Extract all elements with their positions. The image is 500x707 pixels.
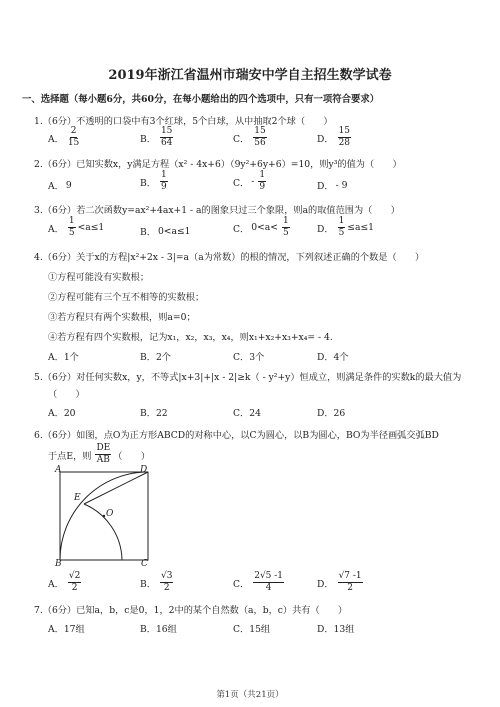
question-1-stem: 1.（6分）不透明的口袋中有3个红球，5个白球，从中抽取2个球（ ） (34, 116, 333, 127)
option-label: C． (233, 578, 250, 590)
q4-statement-1: ①方程可能没有实数根； (48, 272, 150, 283)
denominator: 56 (254, 138, 266, 148)
q3-option-a (48, 217, 104, 238)
denominator: 2 (163, 583, 170, 593)
q4-statement-2: ②方程可能有三个互不相等的实数根； (48, 292, 205, 303)
q3-option-b (140, 224, 191, 238)
option-text: 9 (65, 179, 72, 191)
minus-sign: - (251, 176, 255, 187)
section-heading: 一、选择题（每小题6分，共60分，在每小题给出的四个选项中，只有一项符合要求） (22, 94, 380, 105)
question-2-stem: 2.（6分）已知实数x，y满足方程（x² - 4x+6）（9y²+6y+6）=10，则y³的值为（ ） (34, 159, 402, 170)
q2-option-a (48, 178, 72, 192)
denominator: 5 (68, 228, 75, 238)
segment-de (84, 472, 148, 504)
stem-text: （ ） (113, 450, 151, 462)
vertex-b-label: B (55, 559, 62, 569)
vertex-a-label: A (55, 465, 62, 475)
q6-option-c (233, 572, 284, 593)
option-label: A． (48, 133, 64, 145)
denominator: 28 (338, 138, 351, 148)
denominator: 9 (160, 182, 167, 192)
q5-option-a: A．20 (48, 408, 76, 419)
q4-statement-3: ③若方程只有两个实数根，则a=0； (48, 312, 196, 323)
page-footer: 第1页（共21页） (216, 690, 284, 700)
numerator: 1 (160, 170, 167, 180)
numerator: 1 (338, 216, 345, 226)
q3-option-c (233, 217, 290, 238)
q6-option-a (48, 572, 81, 593)
q7-option-d: D．13组 (317, 624, 355, 635)
q4-option-b: B．2个 (140, 352, 171, 363)
denominator: AB (96, 455, 110, 465)
option-label: D． (317, 181, 334, 192)
option-label: A． (48, 223, 64, 235)
numerator: 1 (259, 170, 266, 180)
q1-option-c (233, 127, 267, 148)
denominator: 2 (347, 583, 353, 593)
q3-option-d (317, 217, 374, 238)
option-text: <a≤1 (77, 222, 105, 233)
stem-text: 于点E，则 (48, 450, 92, 462)
option-text: 0<a≤1 (157, 225, 191, 237)
arc-bo (84, 504, 122, 560)
denominator: 4 (265, 583, 272, 593)
q5-option-c: C．24 (233, 408, 261, 419)
question-3-stem: 3.（6分）若二次函数y=ax²+4ax+1 - a的图象只过三个象限，则a的取值范围为（ ） (34, 205, 400, 216)
option-label: A． (48, 578, 64, 590)
vertex-d-label: D (140, 465, 148, 475)
option-label: C． (233, 133, 250, 145)
option-label: B． (140, 578, 156, 590)
numerator: 15 (160, 126, 173, 136)
q2-option-d (317, 178, 347, 192)
option-label: B． (140, 133, 156, 145)
numerator: 1 (282, 216, 289, 226)
option-label: B． (140, 177, 156, 189)
q7-option-c: C．15组 (233, 624, 271, 635)
numerator: 2√5 -1 (254, 571, 284, 581)
option-text: 0<a< (251, 222, 278, 233)
option-label: D． (317, 223, 334, 235)
option-label: D． (317, 578, 334, 590)
numerator: 2 (70, 126, 77, 136)
point-e-label: E (74, 493, 81, 503)
option-label: B． (140, 227, 156, 238)
denominator: 64 (160, 138, 173, 148)
option-text: ≤a≤1 (347, 222, 375, 233)
question-5-stem-cont: （ ） (48, 389, 85, 400)
q6-option-b (140, 572, 173, 593)
vertex-c-label: C (141, 559, 148, 569)
denominator: 9 (259, 182, 266, 192)
question-4-stem: 4.（6分）关于x的方程|x²+2x - 3|=a（a为常数）的根的情况，下列叙述正确的个数是（ ） (34, 252, 425, 263)
q5-option-b: B．22 (140, 408, 168, 419)
q1-option-a (48, 127, 79, 148)
q7-option-b: B．16组 (140, 624, 177, 635)
numerator: √7 -1 (338, 571, 362, 581)
option-text: - 9 (335, 179, 348, 191)
numerator: 15 (338, 126, 351, 136)
option-label: A． (48, 181, 64, 192)
page-title: 2019年浙江省温州市瑞安中学自主招生数学试卷 (108, 68, 392, 83)
numerator: 1 (68, 216, 75, 226)
numerator: √2 (68, 571, 81, 581)
denominator: 5 (282, 228, 289, 238)
option-label: C． (233, 223, 250, 235)
question-6-stem: 6.（6分）如图，点O为正方形ABCD的对称中心，以C为圆心，以B为圆心，BO为半径画弧交弧BD (34, 430, 439, 441)
q1-option-d (317, 127, 351, 148)
q6-option-d (317, 572, 363, 593)
numerator: √3 (160, 571, 173, 581)
q4-option-d: D．4个 (317, 352, 349, 363)
q1-option-b (140, 127, 173, 148)
denominator: 2 (71, 583, 78, 593)
q5-option-d: D．26 (317, 408, 346, 419)
point-o-label: O (106, 509, 114, 519)
q4-option-c: C．3个 (233, 352, 265, 363)
numerator: 15 (254, 126, 266, 136)
denominator: 15 (67, 138, 80, 148)
q2-option-c (233, 171, 266, 192)
q7-option-a: A．17组 (48, 624, 85, 635)
q4-option-a: A．1个 (48, 352, 79, 363)
option-label: D． (317, 133, 334, 145)
numerator: DE (96, 443, 111, 453)
option-label: C． (233, 177, 250, 189)
question-7-stem: 7.（6分）已知a，b，c是0，1，2中的某个自然数（a，b，c）共有（ ） (34, 605, 348, 616)
denominator: 5 (338, 228, 345, 238)
center-point-o (103, 515, 105, 517)
q2-option-b (140, 171, 168, 192)
question-5-stem: 5.（6分）对任何实数x，y，不等式|x+3|+|x - 2|≥k（ - y²+y）恒成立，则满足条件的实数k的最大值为 (34, 372, 462, 383)
q4-statement-4: ④若方程有四个实数根，记为x₁，x₂，x₃，x₄，则x₁+x₂+x₃+x₄= - 4. (48, 332, 333, 343)
